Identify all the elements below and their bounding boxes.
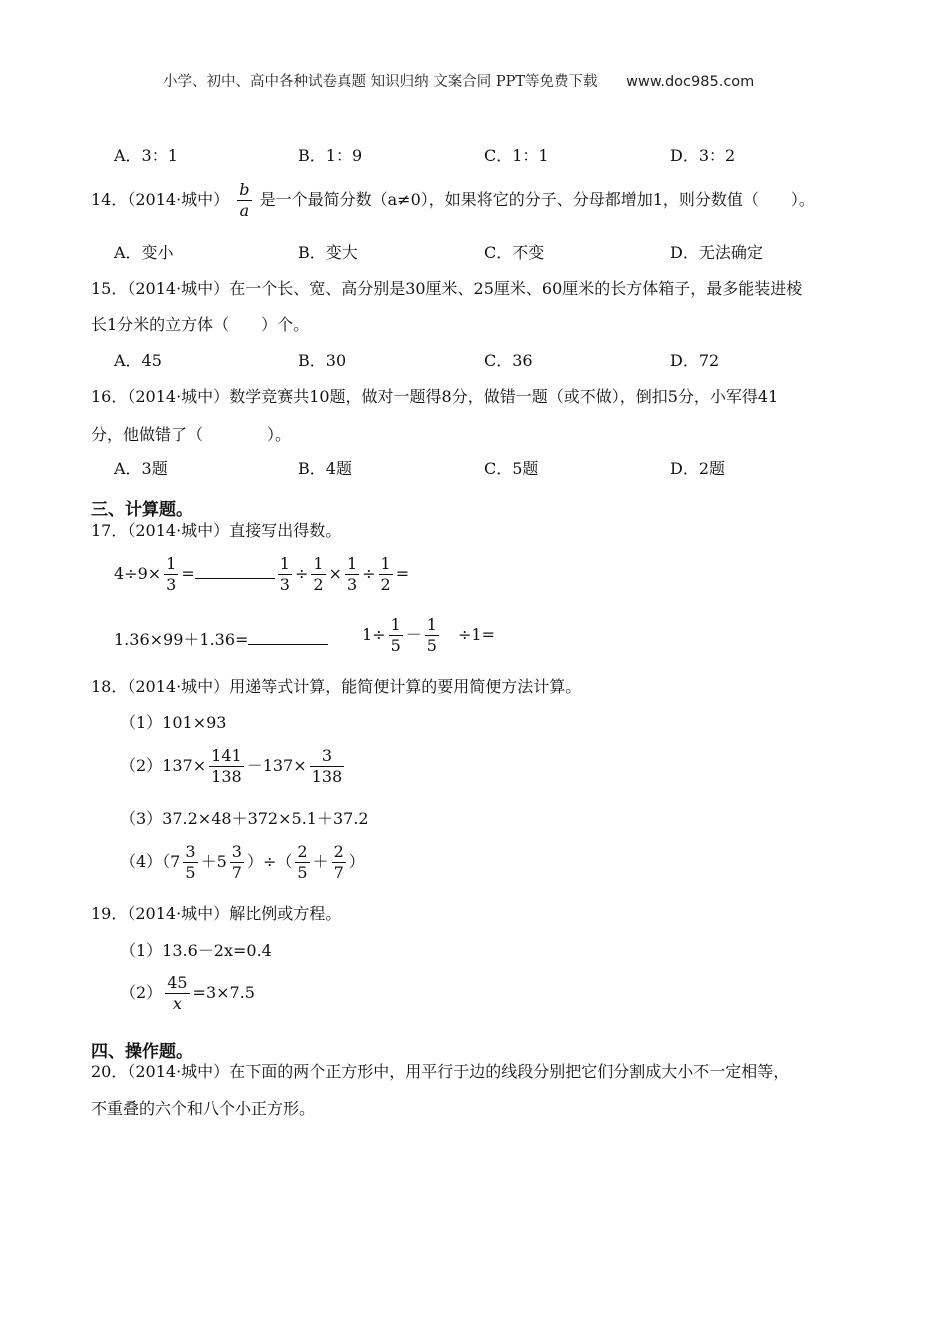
q13-option-b: B．1：9 — [298, 146, 363, 165]
q15-tag: （2014·城中） — [127, 279, 230, 298]
q18-part-3: （3）37.2×48＋372×5.1＋37.2 — [120, 809, 369, 828]
q15-option-a: A．45 — [114, 351, 162, 370]
q14-number: 14． — [91, 190, 128, 209]
q19-number: 19． — [91, 904, 128, 923]
q19-part-2: （2） $\frac{45}{x}$ =3×7.5 — [120, 973, 255, 1013]
q16-line1: 数学竞赛共10题，做对一题得8分，做错一题（或不做），倒扣5分，小军得41 — [229, 387, 779, 406]
q14-option-c: C．不变 — [484, 243, 545, 262]
q18-tag: （2014·城中） — [127, 677, 230, 696]
q16-tag: （2014·城中） — [127, 387, 230, 406]
q14-option-b: B．变大 — [298, 243, 358, 262]
q19-tag: （2014·城中） — [127, 904, 230, 923]
q18-number: 18． — [91, 677, 128, 696]
q14-option-a: A．变小 — [114, 243, 174, 262]
section-4-heading: 四、操作题。 — [91, 1042, 193, 1062]
q15-line2: 长1分米的立方体（ ）个。 — [91, 315, 310, 334]
q15-option-b: B．30 — [298, 351, 347, 370]
q15-option-d: D．72 — [670, 351, 720, 370]
question-18 — [91, 677, 581, 697]
q18-part-4: （4）（7 $\frac{3}{5}$ ＋5 $\frac{3}{7}$ ）÷（ $\frac{2}{5}$ ＋ $\frac{2}{7}$ ） — [120, 842, 365, 882]
q17-text: 直接写出得数。 — [229, 521, 342, 540]
q20-line2: 不重叠的六个和八个小正方形。 — [91, 1099, 316, 1118]
q14-fraction: $\frac{b}{a}$ — [239, 180, 250, 220]
question-19 — [91, 904, 341, 924]
question-14 — [91, 182, 815, 219]
question-15 — [91, 279, 802, 299]
q17-tag: （2014·城中） — [127, 521, 230, 540]
header-text: 小学、初中、高中各种试卷真题 知识归纳 文案合同 PPT等免费下载 — [163, 74, 598, 90]
q20-tag: （2014·城中） — [127, 1062, 230, 1081]
q20-line1: 在下面的两个正方形中，用平行于边的线段分别把它们分割成大小不一定相等， — [229, 1062, 790, 1081]
q16-option-a: A．3题 — [114, 459, 168, 478]
q19-part-1: （1）13.6－2x=0.4 — [120, 941, 272, 960]
q17-expr-4: 1÷ $\frac{1}{5}$ － $\frac{1}{5}$ ÷1= — [362, 615, 495, 655]
q13-option-c: C．1：1 — [484, 146, 549, 165]
question-20 — [91, 1062, 789, 1082]
q20-number: 20． — [91, 1062, 128, 1081]
q17-expr-3: 1.36×99＋1.36= — [114, 628, 328, 650]
q15-line1: 在一个长、宽、高分别是30厘米、25厘米、60厘米的长方体箱子，最多能装进棱 — [229, 279, 803, 298]
q16-line2: 分，他做错了（ ）。 — [91, 425, 292, 444]
q16-option-d: D．2题 — [670, 459, 726, 478]
q15-number: 15． — [91, 279, 128, 298]
q17-expr-row1: 4÷9× $\frac{1}{3}$ = $\frac{1}{3}$ ÷ $\frac{1}{2}$ × $\frac{1}{3}$ ÷ $\frac{1}{2}$ = — [114, 554, 410, 594]
question-16 — [91, 387, 778, 407]
q16-option-b: B．4题 — [298, 459, 352, 478]
section-3-heading: 三、计算题。 — [91, 500, 193, 520]
q15-option-c: C．36 — [484, 351, 533, 370]
q16-option-c: C．5题 — [484, 459, 539, 478]
q13-option-d: D．3：2 — [670, 146, 736, 165]
header-site: www.doc985.com — [626, 74, 755, 90]
q14-tag: （2014·城中） — [127, 190, 230, 209]
q16-number: 16． — [91, 387, 128, 406]
q18-text: 用递等式计算，能简便计算的要用简便方法计算。 — [229, 677, 582, 696]
q14-text: 是一个最简分数（a≠0），如果将它的分子、分母都增加1，则分数值（ ）。 — [259, 190, 815, 209]
q18-part-1: （1）101×93 — [120, 713, 227, 732]
question-17 — [91, 521, 341, 541]
q18-part-2: （2）137× $\frac{141}{138}$ －137× $\frac{3}{138}$ — [120, 746, 343, 786]
q17-number: 17． — [91, 521, 128, 540]
q19-text: 解比例或方程。 — [229, 904, 342, 923]
q13-option-a: A．3：1 — [114, 146, 178, 165]
page-header — [163, 70, 754, 91]
q14-option-d: D．无法确定 — [670, 243, 763, 262]
